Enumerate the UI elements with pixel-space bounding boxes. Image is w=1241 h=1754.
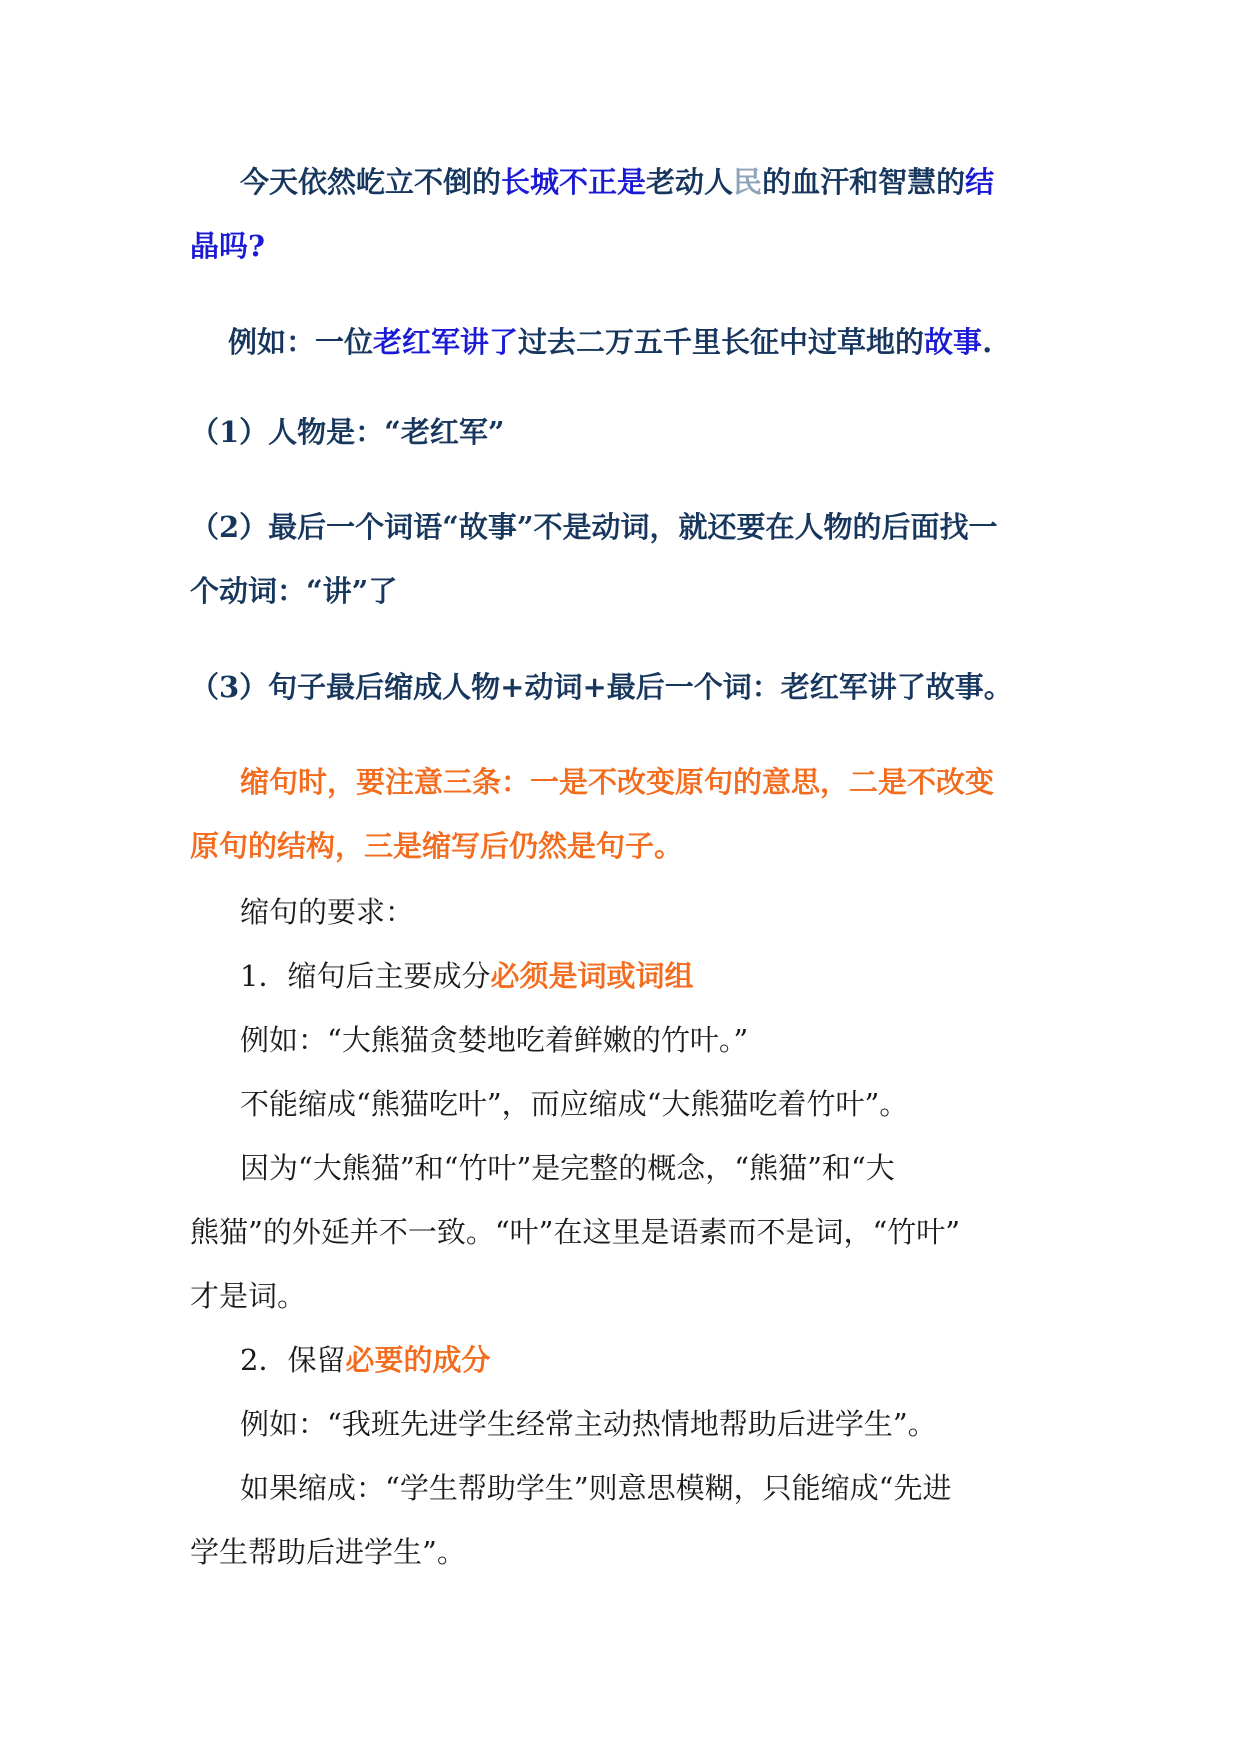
text-segment: 老动人: [646, 165, 734, 199]
text-segment: 2．保留: [240, 1343, 346, 1377]
text-line: 因为“大熊猫”和“竹叶”是完整的概念，“熊猫”和“大: [240, 1151, 895, 1185]
text-line: 例如：“大熊猫贪婪地吃着鲜嫩的竹叶。”: [240, 1023, 749, 1057]
text-line: 缩句的要求：: [240, 895, 415, 929]
section-heading: [190, 880, 1060, 944]
explanation-2: [190, 1136, 1060, 1328]
text-line: （2）最后一个词语“故事”不是动词，就还要在人物的后面找一: [190, 510, 998, 544]
paragraph-example: [190, 310, 1060, 374]
text-line: 才是词。: [190, 1279, 307, 1313]
text-line: 个动词：“讲”了: [190, 574, 398, 608]
text-line: 不能缩成“熊猫吃叶”，而应缩成“大熊猫吃着竹叶”。: [240, 1087, 909, 1121]
step-1: [190, 400, 1060, 464]
text-segment: 今天依然屹立不倒的: [240, 165, 502, 199]
text-line: 如果缩成：“学生帮助学生”则意思模糊，只能缩成“先进: [240, 1471, 952, 1505]
text-line: 原句的结构，三是缩写后仍然是句子。: [190, 829, 684, 863]
highlight-subject: 长城不正是: [501, 165, 647, 199]
step-3: [190, 655, 1060, 719]
text-segment: 过去二万五千里长征中过草地的: [518, 325, 925, 359]
text-line: 例如：“我班先进学生经常主动热情地帮助后进学生”。: [240, 1407, 937, 1441]
text-segment: .: [982, 325, 993, 359]
text-line: 晶吗?: [190, 229, 265, 263]
text-line: （3）句子最后缩成人物+动词+最后一个词：老红军讲了故事。: [190, 670, 1013, 704]
highlight-subject-verb: 老红军讲了: [373, 325, 519, 359]
highlight-object: 故事: [924, 325, 983, 359]
text-segment: 1．缩句后主要成分: [240, 959, 491, 993]
requirement-2: [190, 1328, 1060, 1392]
requirement-1: [190, 944, 1060, 1008]
text-line: 熊猫”的外延并不一致。“叶”在这里是语素而不是词，“竹叶”: [190, 1215, 961, 1249]
text-line: 缩句时，要注意三条：一是不改变原句的意思，二是不改变: [240, 765, 995, 799]
highlight-object: 结: [965, 165, 995, 199]
text-segment-faded: 民: [733, 165, 763, 199]
text-segment: 的血汗和智慧的: [762, 165, 966, 199]
example-2: [190, 1392, 1060, 1456]
paragraph-rules: [190, 750, 1060, 878]
highlight-text: 必要的成分: [345, 1343, 491, 1377]
explanation-1: [190, 1072, 1060, 1136]
text-line: 学生帮助后进学生”。: [190, 1535, 466, 1569]
step-2: [190, 495, 1060, 623]
example-1: [190, 1008, 1060, 1072]
highlight-text: 必须是词或词组: [490, 959, 694, 993]
text-segment: 例如：一位: [228, 325, 374, 359]
explanation-3: [190, 1456, 1060, 1584]
paragraph-great-wall: [190, 150, 1060, 278]
text-line: （1）人物是：“老红军”: [190, 415, 505, 449]
